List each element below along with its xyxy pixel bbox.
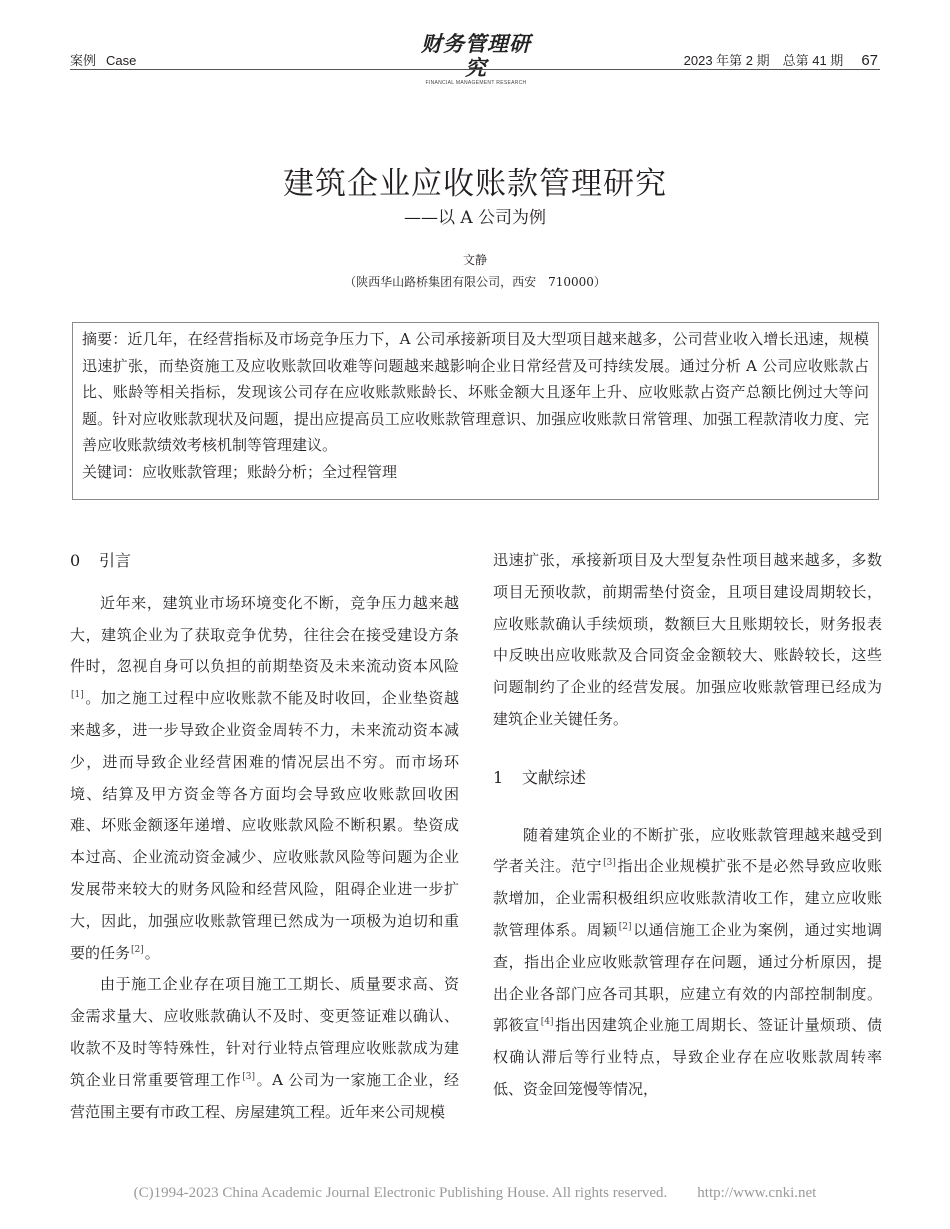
paragraph-text: 指出企业规模扩张不是必然导致应收账款增加，企业需积极组织应收账款清收工作，建立应收账款管理体系。周颖 [493, 857, 882, 939]
citation: [1] [71, 690, 84, 701]
citation: [3] [242, 1071, 255, 1082]
paragraph-text: 。加之施工过程中应收账款不能及时收回，企业垫资越来越多，进一步导致企业资金周转不力，未来流动资本减少，进而导致企业经营困难的情况层出不穷。而市场环境、结算及甲方资金等各方面均会导致应收账款回收困难、坏账金额逐年递增、应收账款风险不断积累。垫资成本过高、企业流动资金减少、应收账款风险等问题为企业发展带来较大的财务风险和经营风险，阻碍企业进一步扩大，因此，加强应收账款管理已然成为一项极为迫切和重要的任务 [70, 689, 459, 962]
author-name: 文静 [462, 253, 487, 267]
journal-logo [420, 32, 532, 87]
citation: [4] [540, 1017, 554, 1028]
copyright-footer: (C)1994-2023 China Academic Journal Electronic Publishing House. All rights reserved. http://www.cnki.net [133, 1185, 817, 1201]
issue-info: 2023 年第 2 期 总第 41 期 [683, 53, 844, 68]
paragraph-text: 由于施工企业存在项目施工工期长、质量要求高、资金需求量大、应收账款确认不及时、变更签证难以确认、收款不及时等特殊性，针对行业特点管理应收账款成为建筑企业日常重要管理工作 [70, 975, 459, 1089]
journal-logo-subtitle: FINANCIAL MANAGEMENT RESEARCH [425, 80, 527, 86]
section-title: 引言 [99, 551, 132, 570]
author-affiliation: （陕西华山路桥集团有限公司，西安 710000） [344, 275, 606, 289]
citation: [2] [618, 921, 632, 932]
paragraph-text: 以通信施工企业为案例，通过实地调查，指出企业应收账款管理存在问题，通过分析原因，提出企业各部门应各司其职，应建立有效的内部控制制度。郭筱宣 [493, 920, 882, 1035]
paragraph-continued [493, 545, 882, 736]
page-number: 67 [861, 52, 878, 69]
keywords: 关键词：应收账款管理；账龄分析；全过程管理 [82, 462, 398, 481]
section-number: 1 [493, 767, 504, 787]
abstract-text: 摘要：近几年，在经营指标及市场竞争压力下，A 公司承接新项目及大型项目越来越多，公司营业收入增长迅速，规模迅速扩张，而垫资施工及应收账款回收难等问题越来越影响企业日常经营及可持续发展。通过分析 A 公司应收账款占比、账龄等相关指标，发现该公司存在应收账款账龄长、坏账金额大且逐年上升、应收账款占资产总额比例过大等问题。针对应收账款现状及问题，提出应提高员工应收账款管理意识、加强应收账款日常管理、加强工程款清收力度、完善应收账款绩效考核机制等管理建议。 [82, 330, 869, 454]
left-column [70, 545, 459, 1128]
section-label-en: Case [106, 53, 137, 68]
article-subtitle: ——以 A 公司为例 [403, 208, 547, 228]
paragraph [70, 969, 459, 1128]
citation: [3] [603, 858, 616, 869]
abstract-box [72, 322, 879, 500]
section-heading-1 [493, 762, 882, 794]
citation: [2] [131, 944, 144, 955]
article-title: 建筑企业应收账款管理研究 [283, 166, 667, 202]
section-title: 文献综述 [522, 767, 587, 787]
spacer [70, 577, 459, 588]
paragraph-text: 近年来，建筑业市场环境变化不断，竞争压力越来越大，建筑企业为了获取竞争优势，往往会在接受建设方条件时，忽视自身可以负担的前期垫资及未来流动资本风险 [70, 593, 459, 676]
journal-logo-text: 财务管理研究 [421, 31, 531, 80]
spacer [493, 794, 882, 820]
running-head-section [70, 50, 136, 69]
paragraph [493, 820, 882, 1106]
paragraph-text: 迅速扩张，承接新项目及大型复杂性项目越来越多，多数项目无预收款，前期需垫付资金，且项目建设周期较长，应收账款确认手续烦琐，数额巨大且账期较长，财务报表中反映出应收账款及合同资金金额较大、账龄较长，这些问题制约了企业的经营发展。加强应收账款管理已经成为建筑企业关键任务。 [493, 551, 882, 728]
running-head-issue [684, 50, 878, 69]
section-number: 0 [70, 551, 81, 570]
section-heading-0 [70, 545, 459, 577]
right-column [493, 545, 882, 1106]
paragraph [70, 588, 459, 970]
spacer [493, 736, 882, 762]
paragraph-text: 随着建筑企业的不断扩张，应收账款管理越来越受到学者关注。范宁 [493, 825, 882, 876]
paragraph-text: 指出因建筑企业施工周期长、签证计量烦琐、债权确认滞后等行业特点，导致企业存在应收账款周转率低、资金回笼慢等情况， [493, 1016, 882, 1098]
paragraph-text: 。 [144, 943, 160, 962]
header-rule [70, 69, 880, 70]
section-label: 案例 [70, 53, 97, 68]
paragraph-text: 。A 公司为一家施工企业，经营范围主要有市政工程、房屋建筑工程。近年来公司规模 [70, 1070, 459, 1121]
